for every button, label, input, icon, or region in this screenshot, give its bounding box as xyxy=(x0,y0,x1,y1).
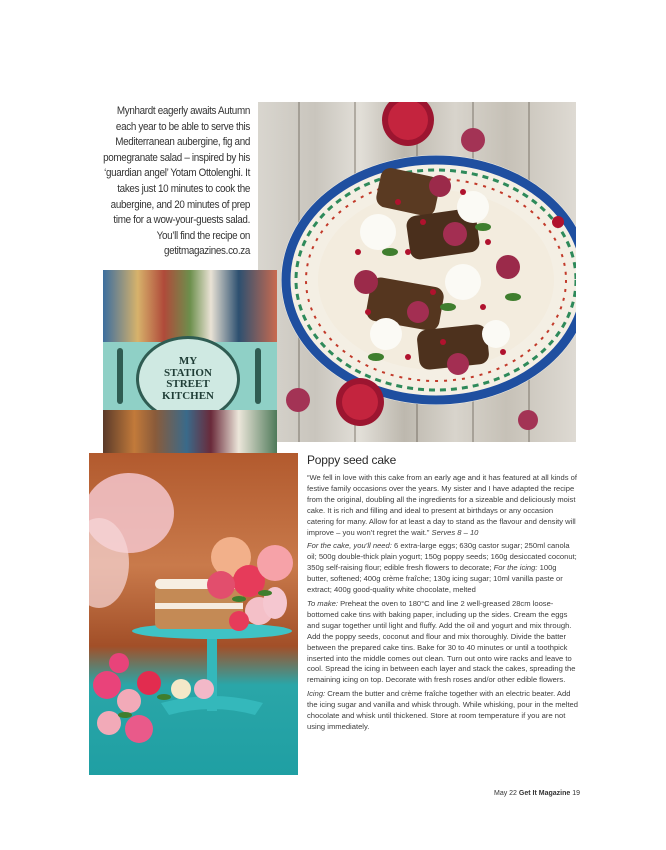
book-cover xyxy=(103,270,277,482)
page-footer xyxy=(494,790,580,797)
salad-photo xyxy=(258,102,576,442)
recipe-method: To make: Preheat the oven to 180°C and line 2 well-greased 28cm loose-bottomed cake tins with baking paper, including up the sides. Cream the eggs and sugar together until light and fluffy. Add the oil and yogurt and mix through. Add the poppy seeds, coconut and flour and mix thoroughly. Divide the batter between the prepared cake tins. Bake for 30 to 40 minutes or until a toothpick inserted into the middle comes out clean. Turn out onto wire racks and leave to cool. Spread the icing in between each layer and stack the cakes, spreading the remaining icing on top. Decorate with fresh roses and/or other edible flowers. xyxy=(307,598,576,685)
recipe-icing-method: Icing: Cream the butter and crème fraîche together with an electric beater. Add the icing sugar and vanilla and whisk through. While whisking, pour in the melted chocolate and whisk until thickened. Store at room temperature if you are not using immediately. xyxy=(307,689,578,731)
book-title: MY STATION STREET KITCHEN xyxy=(162,355,214,402)
cake-illustration xyxy=(89,453,298,775)
book-cover-photo-top xyxy=(103,270,277,342)
footer-magazine: Get It Magazine xyxy=(518,790,571,797)
cake-photo xyxy=(89,453,298,775)
footer-issue: May 22 xyxy=(493,790,517,797)
recipe-article xyxy=(307,454,579,736)
intro-caption: Mynhardt eagerly awaits Autumn each year to be able to serve this Mediterranean aubergine, fig and pomegranate salad – inspired by his ‘guardian angel’ Yotam Ottolenghi. It takes just 10 minutes to cook the aubergine, and 20 minutes of prep time for a wow-your-guests salad. You’ll find the recipe on getitmagazines.co.za xyxy=(103,105,251,258)
page-number: 19 xyxy=(572,790,580,797)
knife-icon xyxy=(255,348,261,404)
recipe-ingredients: For the cake, you’ll need: 6 extra-large eggs; 630g castor sugar; 250ml canola oil; 500g double-thick plain yogurt; 150g poppy seeds; 160g desiccated coconut; 350g self-raising flour; edible fresh flowers to decorate; For the icing: 100g butter, softened; 400g crème fraîche; 130g icing sugar; 10ml vanilla paste or extract; 400g good-quality white chocolate, melted xyxy=(307,541,577,595)
fork-icon xyxy=(117,348,123,404)
salad-plate-illustration xyxy=(258,102,576,442)
recipe-title: Poppy seed cake xyxy=(307,453,397,467)
recipe-intro: “We fell in love with this cake from an early age and it has featured at all kinds of festive family occasions over the years. My sister and I have adapted the recipe from the original, doubling all the ingredients for a sizeable and deliciously moist cake. It is rich and filling and ideal to present at birthdays or any occasion catering for many. Allow for at least a day to stand as the flavour and density will improve – you won’t regret the wait.” Serves 8 – 10 xyxy=(307,473,577,537)
